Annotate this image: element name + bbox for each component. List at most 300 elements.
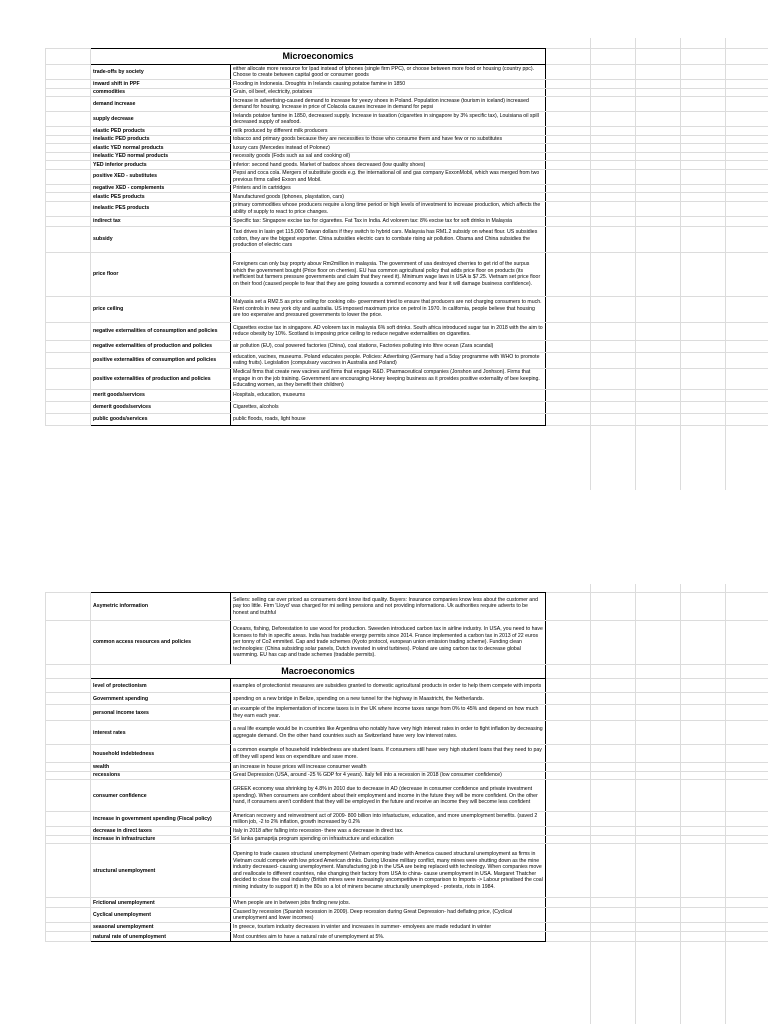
empty-cell[interactable] xyxy=(681,908,726,923)
term-cell[interactable]: demand increase xyxy=(91,97,231,112)
empty-cell[interactable] xyxy=(636,193,681,202)
empty-cell[interactable] xyxy=(726,402,768,414)
example-cell[interactable]: inferior: second hand goods. Market of badoox shoes decreased (low quality shoes) xyxy=(231,161,546,170)
example-cell[interactable]: Foreigners can only buy proprty abouv Rm2million in malaysia. The government of usa destroyed cherries to get rid of the surpus which the government bought (Price floor on cherries). EU has common agricultural policy that adds price floor on products (its inefficient but farmers pressure governments and claim that they need it). Minimum wage laws in USA is $7.25. Vietnam set price floor on their food (caused people to fear that they are going towards a commnd economy and fear it will damage business confidence). xyxy=(231,252,546,296)
empty-cell[interactable] xyxy=(636,390,681,402)
term-cell[interactable]: trade-offs by society xyxy=(91,65,231,80)
empty-cell[interactable] xyxy=(726,827,768,836)
term-cell[interactable]: Asymetric information xyxy=(91,593,231,621)
term-cell[interactable]: elastic PED products xyxy=(91,127,231,136)
empty-cell[interactable] xyxy=(636,593,681,621)
empty-cell[interactable] xyxy=(546,97,591,112)
empty-cell[interactable] xyxy=(591,844,636,898)
empty-cell[interactable] xyxy=(636,127,681,136)
empty-cell[interactable] xyxy=(591,812,636,827)
empty-cell[interactable] xyxy=(726,352,768,368)
example-cell[interactable]: air pollution (EU), coal powered factories (China), coal stations, Factories polluting into lthre ocean (Zara scandal) xyxy=(231,340,546,352)
term-cell[interactable]: positive XED - substitutes xyxy=(91,169,231,184)
empty-cell[interactable] xyxy=(726,721,768,745)
empty-cell[interactable] xyxy=(681,827,726,836)
term-cell[interactable]: negative externalities of production and policies xyxy=(91,340,231,352)
empty-cell[interactable] xyxy=(636,340,681,352)
empty-cell[interactable] xyxy=(546,226,591,252)
empty-cell[interactable] xyxy=(546,169,591,184)
empty-cell[interactable] xyxy=(636,201,681,216)
term-cell[interactable]: elastic YED normal products xyxy=(91,144,231,153)
empty-cell[interactable] xyxy=(546,679,591,693)
empty-cell[interactable] xyxy=(546,414,591,426)
empty-cell[interactable] xyxy=(546,844,591,898)
term-cell[interactable]: public goods/services xyxy=(91,414,231,426)
term-cell[interactable]: common access resources and policies xyxy=(91,621,231,665)
empty-cell[interactable] xyxy=(726,390,768,402)
term-cell[interactable]: increase in infrastructure xyxy=(91,835,231,844)
empty-cell[interactable] xyxy=(546,923,591,932)
empty-cell[interactable] xyxy=(726,127,768,136)
empty-cell[interactable] xyxy=(681,368,726,390)
term-cell[interactable]: commodities xyxy=(91,88,231,97)
empty-cell[interactable] xyxy=(591,705,636,721)
empty-cell[interactable] xyxy=(636,144,681,153)
empty-cell[interactable] xyxy=(591,88,636,97)
empty-cell[interactable] xyxy=(681,216,726,226)
example-cell[interactable]: Cigarettes, alcohols xyxy=(231,402,546,414)
empty-cell[interactable] xyxy=(726,193,768,202)
example-cell[interactable]: Caused by recession (Spanish recession in 2009). Deep recession during Great Depression- had deflating price, (Cyclical unemployment and lower incomes) xyxy=(231,908,546,923)
empty-cell[interactable] xyxy=(681,780,726,812)
empty-cell[interactable] xyxy=(726,161,768,170)
empty-cell[interactable] xyxy=(726,216,768,226)
empty-cell[interactable] xyxy=(726,65,768,80)
empty-cell[interactable] xyxy=(681,97,726,112)
example-cell[interactable]: Specific tax: Singapore excise tax for cigarettes. Fat Tax in India. Ad volorem tax: 8% excise tax for soft drinks in Malaysia xyxy=(231,216,546,226)
term-cell[interactable]: inward shift in PPF xyxy=(91,80,231,89)
example-cell[interactable]: examples of protectionist measures are subsidies granted to domestic agricultural products in order to help them compete with imports xyxy=(231,679,546,693)
empty-cell[interactable] xyxy=(591,322,636,340)
term-cell[interactable]: structural unemployment xyxy=(91,844,231,898)
term-cell[interactable]: increase in government spending (Fiscal policy) xyxy=(91,812,231,827)
example-cell[interactable]: Increase in advertising-caused demand to increase for yeezy shoes in Poland. Population increase (tourism in iceland) increased demand for housing. Increase in price of Colacola causes increase in demand for pepsi xyxy=(231,97,546,112)
empty-cell[interactable] xyxy=(636,252,681,296)
empty-cell[interactable] xyxy=(546,352,591,368)
example-cell[interactable]: Great Depression (USA, around -25 % GDP for 4 years). Italy fell into a recession in 2018 (low consumer confidence) xyxy=(231,771,546,780)
empty-cell[interactable] xyxy=(546,340,591,352)
empty-cell[interactable] xyxy=(546,201,591,216)
empty-cell[interactable] xyxy=(546,593,591,621)
term-cell[interactable]: Cyclical unemployment xyxy=(91,908,231,923)
empty-cell[interactable] xyxy=(681,812,726,827)
empty-cell[interactable] xyxy=(681,161,726,170)
empty-cell[interactable] xyxy=(636,97,681,112)
term-cell[interactable]: interest rates xyxy=(91,721,231,745)
empty-cell[interactable] xyxy=(681,184,726,193)
empty-cell[interactable] xyxy=(726,621,768,665)
empty-cell[interactable] xyxy=(636,923,681,932)
empty-cell[interactable] xyxy=(546,88,591,97)
example-cell[interactable]: Flooding in Indonesia. Droughts in Irelands causing potatoe famine in 1850 xyxy=(231,80,546,89)
term-cell[interactable]: seasonal unemployment xyxy=(91,923,231,932)
empty-cell[interactable] xyxy=(591,908,636,923)
empty-cell[interactable] xyxy=(681,80,726,89)
empty-cell[interactable] xyxy=(636,812,681,827)
empty-cell[interactable] xyxy=(726,252,768,296)
empty-cell[interactable] xyxy=(636,169,681,184)
term-cell[interactable]: inelastic PES products xyxy=(91,201,231,216)
empty-cell[interactable] xyxy=(636,908,681,923)
empty-cell[interactable] xyxy=(591,296,636,322)
term-cell[interactable]: negative XED - complements xyxy=(91,184,231,193)
empty-cell[interactable] xyxy=(726,932,768,942)
empty-cell[interactable] xyxy=(636,184,681,193)
empty-cell[interactable] xyxy=(636,296,681,322)
empty-cell[interactable] xyxy=(591,721,636,745)
example-cell[interactable]: an example of the implementation of income taxes is in the UK where income taxes range from 0% to 45% and depend on how much they earn each year. xyxy=(231,705,546,721)
empty-cell[interactable] xyxy=(726,322,768,340)
empty-cell[interactable] xyxy=(591,112,636,127)
empty-cell[interactable] xyxy=(591,161,636,170)
empty-cell[interactable] xyxy=(546,390,591,402)
example-cell[interactable]: Cigarettes excise tax in singapore. AD volorem tax in malaysia 6% soft drinks. South africa introduced sugar tax in 2018 with the aim to reduce obesity by 10%. Scotland is imposing price ceiling to reduce negative externalities on cigarettes. xyxy=(231,322,546,340)
empty-cell[interactable] xyxy=(546,80,591,89)
example-cell[interactable]: Taxi drives in lasin get 115,000 Taiwan dollars if they switch to hybrid cars. Malaysia has RM1.2 subsidy on wheat flour. US subsidies cotton, they are the biggest exporter. China subsidies electric cars to combate rising air pollution. Obama and China subsidies the production of electric cars xyxy=(231,226,546,252)
empty-cell[interactable] xyxy=(591,923,636,932)
empty-cell[interactable] xyxy=(636,693,681,705)
example-cell[interactable]: Italy in 2018 after falling into recession- there was a decrease in direct tax. xyxy=(231,827,546,836)
example-cell[interactable]: Most countries aim to have a natural rate of unemployment at 5%. xyxy=(231,932,546,942)
empty-cell[interactable] xyxy=(636,780,681,812)
term-cell[interactable]: elastic PES products xyxy=(91,193,231,202)
empty-cell[interactable] xyxy=(681,152,726,161)
empty-cell[interactable] xyxy=(591,780,636,812)
example-cell[interactable]: Malyasia set a RM2.5 as price ceiling for cooking oils- government tried to ensure that producers are not charging consumers to much. Rent controls in new york city and australia. US imposed maximum price on petrol in 1970. In california, people believe that housing are too expensive and pressured governments to lower the price. xyxy=(231,296,546,322)
empty-cell[interactable] xyxy=(726,169,768,184)
empty-cell[interactable] xyxy=(591,97,636,112)
empty-cell[interactable] xyxy=(546,152,591,161)
empty-cell[interactable] xyxy=(591,414,636,426)
term-cell[interactable]: merit goods/services xyxy=(91,390,231,402)
empty-cell[interactable] xyxy=(546,745,591,763)
term-cell[interactable]: recessions xyxy=(91,771,231,780)
empty-cell[interactable] xyxy=(681,193,726,202)
empty-cell[interactable] xyxy=(636,226,681,252)
empty-cell[interactable] xyxy=(681,679,726,693)
empty-cell[interactable] xyxy=(546,932,591,942)
empty-cell[interactable] xyxy=(681,932,726,942)
empty-cell[interactable] xyxy=(636,216,681,226)
empty-cell[interactable] xyxy=(591,771,636,780)
empty-cell[interactable] xyxy=(591,226,636,252)
empty-cell[interactable] xyxy=(546,780,591,812)
empty-cell[interactable] xyxy=(546,112,591,127)
empty-cell[interactable] xyxy=(591,593,636,621)
empty-cell[interactable] xyxy=(681,414,726,426)
empty-cell[interactable] xyxy=(546,193,591,202)
empty-cell[interactable] xyxy=(681,621,726,665)
empty-cell[interactable] xyxy=(681,721,726,745)
empty-cell[interactable] xyxy=(726,368,768,390)
empty-cell[interactable] xyxy=(636,827,681,836)
empty-cell[interactable] xyxy=(546,705,591,721)
empty-cell[interactable] xyxy=(636,368,681,390)
example-cell[interactable]: luxury cars (Mercedes instead of Polonez) xyxy=(231,144,546,153)
empty-cell[interactable] xyxy=(591,201,636,216)
empty-cell[interactable] xyxy=(546,621,591,665)
empty-cell[interactable] xyxy=(591,898,636,908)
empty-cell[interactable] xyxy=(636,402,681,414)
example-cell[interactable]: American recovery and reinvestment act of 2009- 800 billion into infastucture, education, and more unemployment benefits. (saved 2 million job, -2 to 2% inflation, growth increased by 0.2% xyxy=(231,812,546,827)
empty-cell[interactable] xyxy=(726,771,768,780)
empty-cell[interactable] xyxy=(591,340,636,352)
empty-cell[interactable] xyxy=(636,835,681,844)
empty-cell[interactable] xyxy=(591,135,636,144)
empty-cell[interactable] xyxy=(591,152,636,161)
example-cell[interactable]: either allocate more resource for Ipad instead of Iphones (single firm PPC), or choose between more food or housing (country ppc). Choose to create between capital good or consumer goods xyxy=(231,65,546,80)
empty-cell[interactable] xyxy=(591,693,636,705)
term-cell[interactable]: decrease in direct taxes xyxy=(91,827,231,836)
empty-cell[interactable] xyxy=(546,721,591,745)
empty-cell[interactable] xyxy=(726,679,768,693)
empty-cell[interactable] xyxy=(726,835,768,844)
example-cell[interactable]: a common example of household indebtedness are student loans. If consumers still have very high student loans that they need to pay off they will spend less on expenditure and save more. xyxy=(231,745,546,763)
empty-cell[interactable] xyxy=(636,771,681,780)
empty-cell[interactable] xyxy=(546,908,591,923)
term-cell[interactable]: Government spending xyxy=(91,693,231,705)
empty-cell[interactable] xyxy=(636,621,681,665)
example-cell[interactable]: Oceans, fishing, Deforestation to use wood for production. Sweeden introduced carbon tax in airline industry. In USA, you need to have licenses to fish in specific areas. India has tradable energy permits since 2014. France implemented a carbon tax in 2013 of 22 euros per tonny of Co2 emmited. Cap and trade schemes (Kyoto protocol, european union emission trading scheme). Funding clean technologies: (China subsiding solar panels, Dutch invested in wind turbines). Poland are using carbon tax to decrease global warmming. EU has cap and trade schemes (tradable permits). xyxy=(231,621,546,665)
empty-cell[interactable] xyxy=(681,340,726,352)
empty-cell[interactable] xyxy=(591,65,636,80)
example-cell[interactable]: necessity goods (Fods such as sal and cooking oil) xyxy=(231,152,546,161)
empty-cell[interactable] xyxy=(681,593,726,621)
empty-cell[interactable] xyxy=(726,898,768,908)
empty-cell[interactable] xyxy=(726,135,768,144)
empty-cell[interactable] xyxy=(546,693,591,705)
term-cell[interactable]: Frictional unemployment xyxy=(91,898,231,908)
example-cell[interactable]: GREEK economy was shrinking by 4.8% in 2010 due to decrease in AD (decrease in consumer confidence and private investment spending). When consumers are confident about their employment and income in the future they will be more confident. On the other hand, if consumers aren't confident that they will be employed in the future and receive an income they will become less confident xyxy=(231,780,546,812)
empty-cell[interactable] xyxy=(636,112,681,127)
empty-cell[interactable] xyxy=(546,161,591,170)
empty-cell[interactable] xyxy=(636,322,681,340)
empty-cell[interactable] xyxy=(681,252,726,296)
empty-cell[interactable] xyxy=(591,679,636,693)
empty-cell[interactable] xyxy=(726,812,768,827)
example-cell[interactable]: Grain, oil beef, electricity, potatoes xyxy=(231,88,546,97)
empty-cell[interactable] xyxy=(546,402,591,414)
term-cell[interactable]: level of protectionism xyxy=(91,679,231,693)
empty-cell[interactable] xyxy=(591,745,636,763)
empty-cell[interactable] xyxy=(546,812,591,827)
empty-cell[interactable] xyxy=(546,771,591,780)
empty-cell[interactable] xyxy=(591,368,636,390)
empty-cell[interactable] xyxy=(591,252,636,296)
empty-cell[interactable] xyxy=(726,780,768,812)
empty-cell[interactable] xyxy=(591,932,636,942)
empty-cell[interactable] xyxy=(636,763,681,772)
empty-cell[interactable] xyxy=(681,322,726,340)
empty-cell[interactable] xyxy=(591,80,636,89)
empty-cell[interactable] xyxy=(726,340,768,352)
empty-cell[interactable] xyxy=(636,932,681,942)
empty-cell[interactable] xyxy=(591,216,636,226)
empty-cell[interactable] xyxy=(591,621,636,665)
empty-cell[interactable] xyxy=(726,144,768,153)
empty-cell[interactable] xyxy=(681,127,726,136)
example-cell[interactable]: milk produced by different milk producers xyxy=(231,127,546,136)
example-cell[interactable]: an increase in house prices will increase consumer wealth xyxy=(231,763,546,772)
empty-cell[interactable] xyxy=(726,693,768,705)
empty-cell[interactable] xyxy=(636,898,681,908)
term-cell[interactable]: consumer confidence xyxy=(91,780,231,812)
term-cell[interactable]: subsidy xyxy=(91,226,231,252)
empty-cell[interactable] xyxy=(636,705,681,721)
empty-cell[interactable] xyxy=(591,390,636,402)
term-cell[interactable]: demerit goods/services xyxy=(91,402,231,414)
term-cell[interactable]: price floor xyxy=(91,252,231,296)
empty-cell[interactable] xyxy=(726,226,768,252)
empty-cell[interactable] xyxy=(636,80,681,89)
empty-cell[interactable] xyxy=(591,144,636,153)
empty-cell[interactable] xyxy=(591,184,636,193)
empty-cell[interactable] xyxy=(636,152,681,161)
empty-cell[interactable] xyxy=(681,88,726,97)
empty-cell[interactable] xyxy=(591,127,636,136)
empty-cell[interactable] xyxy=(546,65,591,80)
empty-cell[interactable] xyxy=(681,705,726,721)
empty-cell[interactable] xyxy=(546,252,591,296)
empty-cell[interactable] xyxy=(636,414,681,426)
empty-cell[interactable] xyxy=(726,745,768,763)
empty-cell[interactable] xyxy=(681,844,726,898)
empty-cell[interactable] xyxy=(591,193,636,202)
empty-cell[interactable] xyxy=(726,763,768,772)
empty-cell[interactable] xyxy=(546,827,591,836)
empty-cell[interactable] xyxy=(726,705,768,721)
example-cell[interactable]: tobacco and primary goods because they are necessities to those who consume them and have few or no substitutes xyxy=(231,135,546,144)
empty-cell[interactable] xyxy=(726,80,768,89)
empty-cell[interactable] xyxy=(636,88,681,97)
empty-cell[interactable] xyxy=(681,201,726,216)
term-cell[interactable]: inelastic PED products xyxy=(91,135,231,144)
empty-cell[interactable] xyxy=(681,144,726,153)
empty-cell[interactable] xyxy=(681,65,726,80)
empty-cell[interactable] xyxy=(681,402,726,414)
empty-cell[interactable] xyxy=(546,216,591,226)
example-cell[interactable]: Opening to trade causes structural unemployment (Vietnam opening trade with America caused structural unemployment as firms in Vietnam could compete with low priced American drinks. During Ukraine military conflict, many mines were shutting down as the mine industry decreased- causing unemployment. Manufacturing job in the USA are being replaced with technology. When companies move and reallocate to different countries, nike changing their factory from USA to china- cause unemployment in USA. Margaret Thatcher decided to close the coal industry (British mines were increasingly uncompetitive in comparison to Imports -> Labour privatised the coal mining industry to support it) in the 80s so a lot of miners became structurally unemployed - protests, riots in 1984. xyxy=(231,844,546,898)
empty-cell[interactable] xyxy=(546,184,591,193)
empty-cell[interactable] xyxy=(681,745,726,763)
empty-cell[interactable] xyxy=(726,112,768,127)
empty-cell[interactable] xyxy=(546,322,591,340)
empty-cell[interactable] xyxy=(546,127,591,136)
term-cell[interactable]: wealth xyxy=(91,763,231,772)
empty-cell[interactable] xyxy=(681,169,726,184)
empty-cell[interactable] xyxy=(591,169,636,184)
empty-cell[interactable] xyxy=(726,152,768,161)
empty-cell[interactable] xyxy=(726,97,768,112)
empty-cell[interactable] xyxy=(726,923,768,932)
empty-cell[interactable] xyxy=(726,908,768,923)
empty-cell[interactable] xyxy=(726,844,768,898)
empty-cell[interactable] xyxy=(591,835,636,844)
empty-cell[interactable] xyxy=(726,201,768,216)
empty-cell[interactable] xyxy=(636,679,681,693)
term-cell[interactable]: personal income taxes xyxy=(91,705,231,721)
example-cell[interactable]: Sri lanka gamaprija program spending on infrastructure and education xyxy=(231,835,546,844)
empty-cell[interactable] xyxy=(726,184,768,193)
empty-cell[interactable] xyxy=(681,898,726,908)
term-cell[interactable]: positive externalities of consumption and policies xyxy=(91,352,231,368)
empty-cell[interactable] xyxy=(546,763,591,772)
empty-cell[interactable] xyxy=(681,835,726,844)
empty-cell[interactable] xyxy=(726,414,768,426)
example-cell[interactable]: a real life example would be in countries like Argentina who notably have very high interest rates in order to fight inflation by decreasing aggregate demand. On the other hand countries such as Switzerland have very low interest rates. xyxy=(231,721,546,745)
example-cell[interactable]: education, vacines, museums. Poland educates people. Policies: Advertising (Germany had a 5day programme with WHO to promote eating fruits). Legislation (compulsary vaccines in Australia and Poland) xyxy=(231,352,546,368)
empty-cell[interactable] xyxy=(681,763,726,772)
empty-cell[interactable] xyxy=(591,763,636,772)
example-cell[interactable]: primary commodities whose producers require a long time period or high levels of investment to increase production, which affects the ability of supply to react to price changes. xyxy=(231,201,546,216)
empty-cell[interactable] xyxy=(591,827,636,836)
empty-cell[interactable] xyxy=(681,112,726,127)
empty-cell[interactable] xyxy=(636,352,681,368)
empty-cell[interactable] xyxy=(636,844,681,898)
empty-cell[interactable] xyxy=(636,721,681,745)
example-cell[interactable]: Medical firms that create new vacines and firms that engage R&D. Pharmaceutical companies (Jonshon and Jonhson). Firms that engage in on the job training. Government are encouraging Honey keeping business as it provides positive externality of bee keeping. Educating women, as they benefit their children) xyxy=(231,368,546,390)
empty-cell[interactable] xyxy=(546,835,591,844)
example-cell[interactable]: public floods, roads, light house xyxy=(231,414,546,426)
empty-cell[interactable] xyxy=(681,226,726,252)
empty-cell[interactable] xyxy=(636,65,681,80)
term-cell[interactable]: positive externalities of production and policies xyxy=(91,368,231,390)
empty-cell[interactable] xyxy=(636,135,681,144)
empty-cell[interactable] xyxy=(726,88,768,97)
empty-cell[interactable] xyxy=(591,402,636,414)
term-cell[interactable]: price ceiling xyxy=(91,296,231,322)
term-cell[interactable]: inelastic YED normal products xyxy=(91,152,231,161)
example-cell[interactable]: Sellers: selling car over priced as consumers dont know itsd quality. Buyers: Insurance companies know less about the customer and pay too little. Firm 'Lloyd' was charged for mi selling pensions and not providing informations. Uk authorities require adverts to be honest and truthful xyxy=(231,593,546,621)
empty-cell[interactable] xyxy=(636,161,681,170)
empty-cell[interactable] xyxy=(681,390,726,402)
example-cell[interactable]: In greece, tourism industry decreases in winter and increases in summer- emolyees are made redudant in winter xyxy=(231,923,546,932)
empty-cell[interactable] xyxy=(546,368,591,390)
empty-cell[interactable] xyxy=(681,135,726,144)
example-cell[interactable]: When people are in between jobs finding new jobs. xyxy=(231,898,546,908)
example-cell[interactable]: Pepsi and coca cola. Mergers of substitute goods e.g. the international oil and gas company ExxonMobil, which was merged from two previous firms called Exxon and Mobil. xyxy=(231,169,546,184)
empty-cell[interactable] xyxy=(681,296,726,322)
empty-cell[interactable] xyxy=(636,745,681,763)
empty-cell[interactable] xyxy=(681,923,726,932)
term-cell[interactable]: YED inferior products xyxy=(91,161,231,170)
empty-cell[interactable] xyxy=(681,352,726,368)
empty-cell[interactable] xyxy=(726,296,768,322)
empty-cell[interactable] xyxy=(681,771,726,780)
example-cell[interactable]: Printers and in cartridges xyxy=(231,184,546,193)
term-cell[interactable]: household indebtedness xyxy=(91,745,231,763)
empty-cell[interactable] xyxy=(546,144,591,153)
example-cell[interactable]: Manufactured goods (Iphones, playstation, cars) xyxy=(231,193,546,202)
empty-cell[interactable] xyxy=(546,135,591,144)
term-cell[interactable]: natural rate of unemployment xyxy=(91,932,231,942)
term-cell[interactable]: supply decrease xyxy=(91,112,231,127)
example-cell[interactable]: spending on a new bridge in Belize, spending on a new tunnel for the highway in Maastricht, the Netherlands. xyxy=(231,693,546,705)
term-cell[interactable]: indirect tax xyxy=(91,216,231,226)
empty-cell[interactable] xyxy=(546,898,591,908)
empty-cell[interactable] xyxy=(681,693,726,705)
example-cell[interactable]: Hospitals, education, museums xyxy=(231,390,546,402)
example-cell[interactable]: Irelands potatoe famine in 1850, decreased supply. Increase in taxation (cigarettes in singapore by 3% specific tax), Louisiana oil spill decreased supply of seafood. xyxy=(231,112,546,127)
empty-cell[interactable] xyxy=(546,296,591,322)
empty-cell[interactable] xyxy=(726,593,768,621)
term-cell[interactable]: negative externalities of consumption and policies xyxy=(91,322,231,340)
